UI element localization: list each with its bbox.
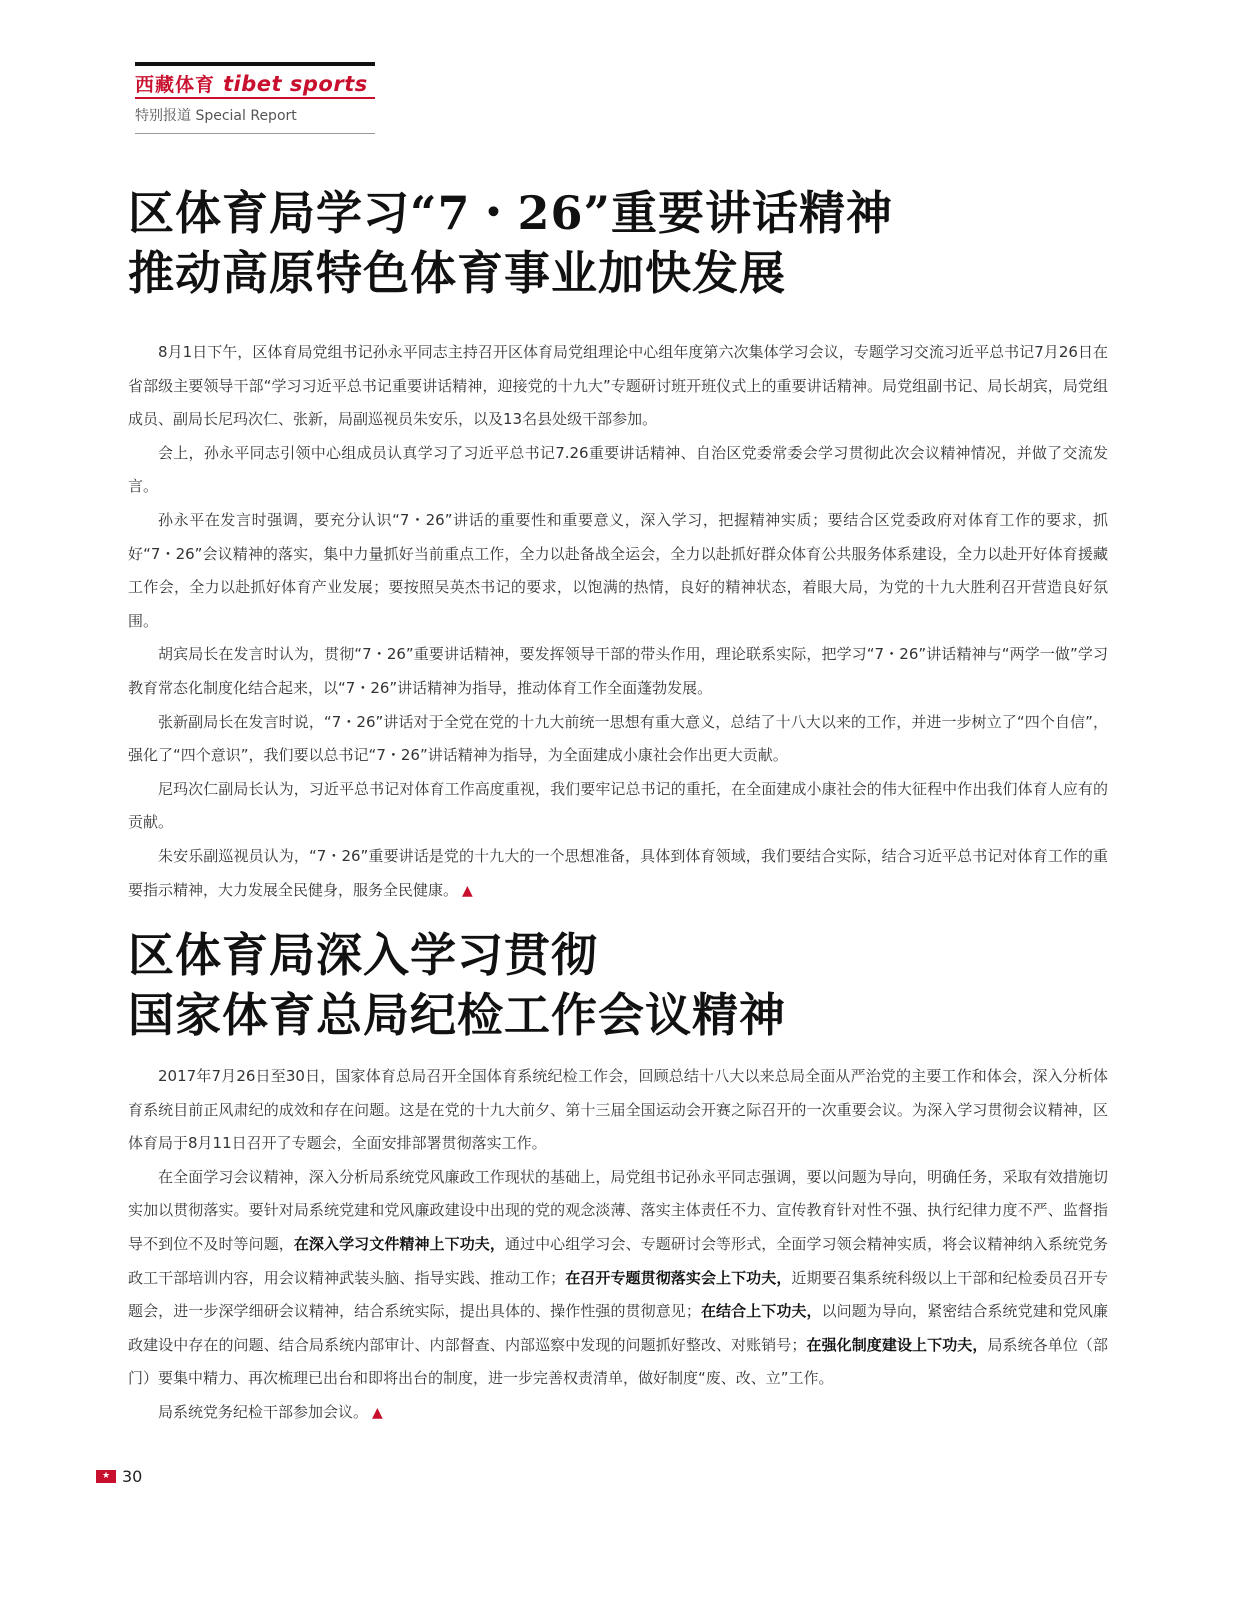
paragraph: 尼玛次仁副局长认为，习近平总书记对体育工作高度重视，我们要牢记总书记的重托，在全面建成小康社会的伟大征程中作出我们体育人应有的贡献。	[128, 779, 1108, 832]
emphasis-text: 在召开专题贯彻落实会上下功夫，	[565, 1268, 792, 1287]
paragraph-text: 近期要召集系统科级以上干部和纪检委员召开专题会，进一步深学细研会议精神，结合系统实际，提出具体的、操作性强的贯彻意见；	[128, 1268, 1108, 1321]
emphasis-text: 在强化制度建设上下功夫，	[806, 1335, 988, 1354]
article-1	[128, 183, 1108, 908]
paragraph-text: 局系统党务纪检干部参加会议。	[158, 1402, 369, 1421]
paragraph: 张新副局长在发言时说，“7・26”讲话对于全党在党的十九大前统一思想有重大意义，总结了十八大以来的工作，并进一步树立了“四个自信”，强化了“四个意识”，我们要以总书记“7・26”讲话精神为指导，为全面建成小康社会作出更大贡献。	[128, 712, 1108, 765]
brand-logo	[135, 70, 375, 96]
brand-name-cn: 西藏体育	[135, 74, 216, 96]
paragraph-text: 通过中心组学习会、专题研讨会等形式，全面学习领会精神实质，将会议精神纳入系统党务政工干部培训内容，用会议精神武装头脑、指导实践、推动工作；	[128, 1234, 1108, 1287]
masthead	[135, 62, 375, 134]
headline-line-2: 推动高原特色体育事业加快发展	[128, 246, 786, 300]
article-1-body	[128, 336, 1108, 908]
paragraph-text: 朱安乐副巡视员认为，“7・26”重要讲话是党的十九大的一个思想准备，具体到体育领域，我们要结合实际，结合习近平总书记对体育工作的重要指示精神，大力发展全民健身，服务全民健康。	[128, 846, 1108, 899]
page-footer	[96, 1467, 142, 1486]
headline-line-1: 区体育局深入学习贯彻	[128, 928, 598, 982]
paragraph: 孙永平在发言时强调，要充分认识“7・26”讲话的重要性和重要意义，深入学习，把握精神实质；要结合区党委政府对体育工作的要求，抓好“7・26”会议精神的落实，集中力量抓好当前重点工作，全力以赴备战全运会，全力以赴抓好群众体育公共服务体系建设，全力以赴开好体育援藏工作会，全力以赴抓好体育产业发展；要按照吴英杰书记的要求，以饱满的热情，良好的精神状态，着眼大局，为党的十九大胜利召开营造良好氛围。	[128, 510, 1108, 630]
headline-line-1: 区体育局学习“7・26”重要讲话精神	[128, 186, 893, 240]
masthead-red-rule	[135, 97, 375, 99]
emphasis-text: 在深入学习文件精神上下功夫，	[293, 1234, 505, 1253]
paragraph: 会上，孙永平同志引领中心组成员认真学习了习近平总书记7.26重要讲话精神、自治区党委常委会学习贯彻此次会议精神情况，并做了交流发言。	[128, 443, 1108, 496]
paragraph: 8月1日下午，区体育局党组书记孙永平同志主持召开区体育局党组理论中心组年度第六次集体学习会议，专题学习交流习近平总书记7月26日在省部级主要领导干部“学习习近平总书记重要讲话精神，迎接党的十九大”专题研讨班开班仪式上的重要讲话精神。局党组副书记、局长胡宾，局党组成员、副局长尼玛次仁、张新，局副巡视员朱安乐，以及13名县处级干部参加。	[128, 343, 1108, 429]
article-1-headline	[128, 183, 1108, 303]
paragraph-text: 在全面学习会议精神，深入分析局系统党风廉政工作现状的基础上，局党组书记孙永平同志强调，要以问题为导向，明确任务，采取有效措施切实加以贯彻落实。要针对局系统党建和党风廉政建设中出现的党的观念淡薄、落实主体责任不力、宣传教育针对性不强、执行纪律力度不严、监督指导不到位不及时等问题，	[128, 1167, 1108, 1253]
paragraph-with-emphasis	[128, 1161, 1108, 1396]
brand-name-en: tibet sports	[223, 72, 368, 96]
article-2-headline	[128, 925, 1108, 1045]
page-number: 30	[122, 1467, 143, 1486]
paragraph-last	[128, 1396, 1108, 1431]
section-label: 特别报道 Special Report	[135, 108, 297, 124]
paragraph: 胡宾局长在发言时认为，贯彻“7・26”重要讲话精神，要发挥领导干部的带头作用，理论联系实际，把学习“7・26”讲话精神与“两学一做”学习教育常态化制度化结合起来，以“7・26”讲话精神为指导，推动体育工作全面蓬勃发展。	[128, 645, 1108, 697]
masthead-top-bar	[135, 62, 375, 66]
paragraph-text: 以问题为导向，紧密结合系统党建和党风廉政建设中存在的问题、结合局系统内部审计、内部督查、内部巡察中发现的问题抓好整改、对账销号；	[128, 1302, 1108, 1354]
end-triangle-icon: ▲	[462, 882, 473, 899]
paragraph: 2017年7月26日至30日，国家体育总局召开全国体育系统纪检工作会，回顾总结十八大以来总局全面从严治党的主要工作和体会，深入分析体育系统目前正风肃纪的成效和存在问题。这是在党的十九大前夕、第十三届全国运动会开赛之际召开的一次重要会议。为深入学习贯彻会议精神，区体育局于8月11日召开了专题会，全面安排部署贯彻落实工作。	[128, 1067, 1108, 1153]
flag-icon	[96, 1470, 116, 1483]
emphasis-text: 在结合上下功夫，	[700, 1302, 822, 1321]
paragraph-last	[128, 840, 1108, 908]
article-2-body	[128, 1060, 1108, 1431]
article-2	[128, 925, 1108, 1431]
paragraph-text: 局系统各单位（部门）要集中精力、再次梳理已出台和即将出台的制度，进一步完善权责清单，做好制度“废、改、立”工作。	[128, 1335, 1108, 1388]
headline-line-2: 国家体育总局纪检工作会议精神	[128, 988, 786, 1042]
masthead-divider	[135, 133, 375, 134]
end-triangle-icon: ▲	[372, 1404, 383, 1421]
